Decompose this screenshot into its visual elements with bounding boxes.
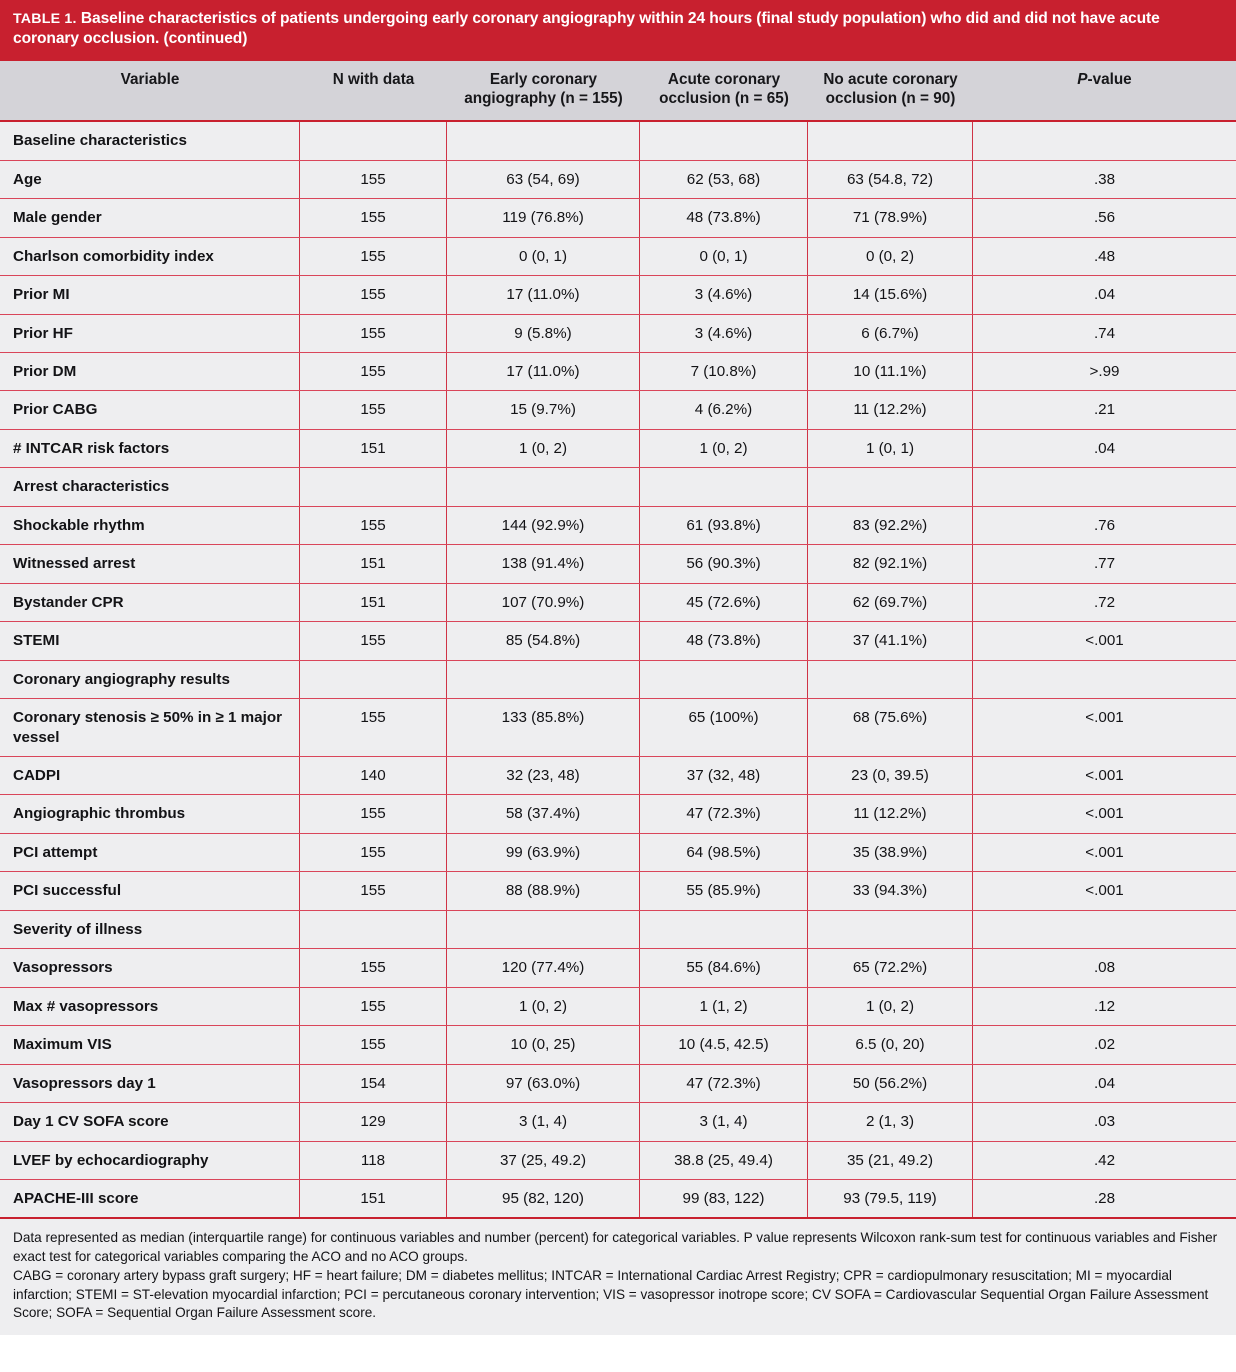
cell-no-acute-coronary-occlusion: 6 (6.7%): [808, 315, 973, 352]
column-header-variable: Variable: [120, 70, 180, 88]
footnote-line: CABG = coronary artery bypass graft surgery; HF = heart failure; DM = diabetes mellitus; INTCAR = International Cardiac Arrest Registry; CPR = cardiopulmonary resuscitation; MI = myocardial infarction; STEMI = ST-elevation myocardial infarction; PCI = percutaneous coronary intervention; VIS = vasopressor inotrope score; CV SOFA = Cardiovascular Sequential Organ Failure Assessment Score; SOFA = Sequential Organ Failure Assessment score.: [13, 1268, 1209, 1321]
cell-no-acute-coronary-occlusion: 82 (92.1%): [808, 545, 973, 582]
cell-n-with-data: 140: [300, 757, 447, 794]
cell-variable: Arrest characteristics: [0, 468, 300, 505]
cell-variable: STEMI: [0, 622, 300, 659]
table-row: [0, 430, 1236, 468]
table-row: [0, 276, 1236, 314]
cell-n-with-data: 151: [300, 584, 447, 621]
cell-no-acute-coronary-occlusion: 10 (11.1%): [808, 353, 973, 390]
cell-no-acute-coronary-occlusion: [808, 122, 973, 159]
cell-early-coronary-angiography: 1 (0, 2): [447, 430, 640, 467]
table-row: [0, 1142, 1236, 1180]
table-row: [0, 315, 1236, 353]
cell-early-coronary-angiography: 85 (54.8%): [447, 622, 640, 659]
cell-p-value: .04: [1093, 286, 1116, 304]
cell-n-with-data: 155: [300, 699, 447, 756]
cell-acute-coronary-occlusion: 56 (90.3%): [640, 545, 808, 582]
cell-p-value: .03: [1093, 1113, 1116, 1131]
table-row: [0, 507, 1236, 545]
cell-acute-coronary-occlusion: 7 (10.8%): [640, 353, 808, 390]
cell-no-acute-coronary-occlusion: 62 (69.7%): [808, 584, 973, 621]
cell-acute-coronary-occlusion: 38.8 (25, 49.4): [640, 1142, 808, 1179]
cell-acute-coronary-occlusion: 99 (83, 122): [640, 1180, 808, 1217]
column-header-acute-coronary-occlusion: Acute coronary occlusion (n = 65): [659, 70, 789, 108]
cell-acute-coronary-occlusion: 3 (1, 4): [640, 1103, 808, 1140]
cell-acute-coronary-occlusion: 47 (72.3%): [640, 1065, 808, 1102]
cell-early-coronary-angiography: 120 (77.4%): [447, 949, 640, 986]
cell-early-coronary-angiography: 138 (91.4%): [447, 545, 640, 582]
cell-early-coronary-angiography: 144 (92.9%): [447, 507, 640, 544]
cell-variable: Vasopressors day 1: [0, 1065, 300, 1102]
cell-no-acute-coronary-occlusion: 0 (0, 2): [808, 238, 973, 275]
cell-early-coronary-angiography: [447, 661, 640, 698]
cell-no-acute-coronary-occlusion: 65 (72.2%): [808, 949, 973, 986]
cell-n-with-data: 151: [300, 545, 447, 582]
cell-acute-coronary-occlusion: 48 (73.8%): [640, 199, 808, 236]
cell-variable: Maximum VIS: [0, 1026, 300, 1063]
cell-n-with-data: 118: [300, 1142, 447, 1179]
cell-n-with-data: 155: [300, 1026, 447, 1063]
cell-no-acute-coronary-occlusion: 63 (54.8, 72): [808, 161, 973, 198]
cell-no-acute-coronary-occlusion: 14 (15.6%): [808, 276, 973, 313]
cell-variable: Shockable rhythm: [0, 507, 300, 544]
cell-variable: Max # vasopressors: [0, 988, 300, 1025]
cell-p-value: .76: [1093, 516, 1116, 534]
cell-p-value: .08: [1093, 959, 1116, 977]
cell-p-value: .56: [1093, 209, 1116, 227]
cell-n-with-data: 154: [300, 1065, 447, 1102]
cell-early-coronary-angiography: 9 (5.8%): [447, 315, 640, 352]
table-row: [0, 238, 1236, 276]
cell-early-coronary-angiography: 107 (70.9%): [447, 584, 640, 621]
cell-n-with-data: 155: [300, 391, 447, 428]
cell-no-acute-coronary-occlusion: 35 (21, 49.2): [808, 1142, 973, 1179]
cell-early-coronary-angiography: 15 (9.7%): [447, 391, 640, 428]
cell-p-value: [973, 468, 1236, 505]
table-row: [0, 949, 1236, 987]
cell-no-acute-coronary-occlusion: 11 (12.2%): [808, 391, 973, 428]
cell-variable: Angiographic thrombus: [0, 795, 300, 832]
table-row: [0, 988, 1236, 1026]
cell-acute-coronary-occlusion: [640, 468, 808, 505]
table-title-bar: [0, 0, 1236, 61]
cell-early-coronary-angiography: 97 (63.0%): [447, 1065, 640, 1102]
cell-no-acute-coronary-occlusion: [808, 911, 973, 948]
cell-n-with-data: [300, 122, 447, 159]
cell-n-with-data: 155: [300, 795, 447, 832]
cell-n-with-data: 155: [300, 988, 447, 1025]
cell-n-with-data: 155: [300, 507, 447, 544]
cell-acute-coronary-occlusion: 64 (98.5%): [640, 834, 808, 871]
table-row: [0, 353, 1236, 391]
table-section-row: [0, 122, 1236, 160]
table-row: [0, 1180, 1236, 1219]
table-row: [0, 391, 1236, 429]
table-row: [0, 1065, 1236, 1103]
cell-early-coronary-angiography: 58 (37.4%): [447, 795, 640, 832]
p-value-suffix: -value: [1087, 70, 1132, 88]
cell-n-with-data: 155: [300, 315, 447, 352]
cell-acute-coronary-occlusion: [640, 661, 808, 698]
cell-p-value: .72: [1093, 593, 1116, 611]
cell-variable: LVEF by echocardiography: [0, 1142, 300, 1179]
cell-no-acute-coronary-occlusion: 68 (75.6%): [808, 699, 973, 756]
cell-n-with-data: [300, 468, 447, 505]
cell-p-value: <.001: [1085, 805, 1124, 823]
cell-p-value: <.001: [1085, 843, 1124, 861]
cell-p-value: .21: [1093, 401, 1116, 419]
p-value-italic-prefix: P: [1077, 70, 1088, 88]
cell-early-coronary-angiography: 63 (54, 69): [447, 161, 640, 198]
table-row: [0, 834, 1236, 872]
table-column-header-row: [0, 61, 1236, 123]
cell-no-acute-coronary-occlusion: 83 (92.2%): [808, 507, 973, 544]
table-row: [0, 1103, 1236, 1141]
cell-early-coronary-angiography: 119 (76.8%): [447, 199, 640, 236]
cell-early-coronary-angiography: 3 (1, 4): [447, 1103, 640, 1140]
cell-n-with-data: 151: [300, 430, 447, 467]
cell-p-value: .28: [1093, 1189, 1116, 1207]
column-header-n-with-data: N with data: [332, 70, 415, 88]
cell-variable: Bystander CPR: [0, 584, 300, 621]
cell-acute-coronary-occlusion: 1 (1, 2): [640, 988, 808, 1025]
cell-acute-coronary-occlusion: 3 (4.6%): [640, 315, 808, 352]
table-row: [0, 545, 1236, 583]
table-title-text: Baseline characteristics of patients undergoing early coronary angiography within 24 hours (final study population) who did and did not have acute coronary occlusion. (continued): [13, 10, 1160, 48]
cell-n-with-data: 155: [300, 276, 447, 313]
cell-early-coronary-angiography: 1 (0, 2): [447, 988, 640, 1025]
cell-acute-coronary-occlusion: 61 (93.8%): [640, 507, 808, 544]
cell-no-acute-coronary-occlusion: 35 (38.9%): [808, 834, 973, 871]
cell-variable: Severity of illness: [0, 911, 300, 948]
cell-variable: Prior DM: [0, 353, 300, 390]
cell-acute-coronary-occlusion: 48 (73.8%): [640, 622, 808, 659]
cell-acute-coronary-occlusion: 37 (32, 48): [640, 757, 808, 794]
cell-p-value: .77: [1093, 555, 1116, 573]
cell-acute-coronary-occlusion: 1 (0, 2): [640, 430, 808, 467]
table-body: [0, 122, 1236, 1219]
column-header-early-coronary-angiography: Early coronary angiography (n = 155): [464, 70, 623, 108]
cell-p-value: >.99: [1089, 363, 1120, 380]
cell-acute-coronary-occlusion: 65 (100%): [640, 699, 808, 756]
cell-variable: Age: [0, 161, 300, 198]
cell-no-acute-coronary-occlusion: 71 (78.9%): [808, 199, 973, 236]
cell-no-acute-coronary-occlusion: 11 (12.2%): [808, 795, 973, 832]
cell-p-value: <.001: [1085, 766, 1124, 784]
cell-p-value: .38: [1093, 170, 1116, 188]
column-header-p-value: [973, 61, 1236, 121]
cell-no-acute-coronary-occlusion: 93 (79.5, 119): [808, 1180, 973, 1217]
cell-acute-coronary-occlusion: 45 (72.6%): [640, 584, 808, 621]
cell-variable: PCI attempt: [0, 834, 300, 871]
cell-p-value: .02: [1093, 1036, 1116, 1054]
table-row: [0, 699, 1236, 757]
cell-no-acute-coronary-occlusion: [808, 661, 973, 698]
cell-acute-coronary-occlusion: 4 (6.2%): [640, 391, 808, 428]
cell-p-value: [973, 661, 1236, 698]
table-row: [0, 795, 1236, 833]
cell-no-acute-coronary-occlusion: 2 (1, 3): [808, 1103, 973, 1140]
cell-no-acute-coronary-occlusion: 6.5 (0, 20): [808, 1026, 973, 1063]
table-section-row: [0, 468, 1236, 506]
table-section-row: [0, 661, 1236, 699]
cell-no-acute-coronary-occlusion: [808, 468, 973, 505]
cell-n-with-data: 155: [300, 949, 447, 986]
cell-n-with-data: 155: [300, 161, 447, 198]
cell-no-acute-coronary-occlusion: 1 (0, 1): [808, 430, 973, 467]
cell-n-with-data: 155: [300, 238, 447, 275]
column-header-no-acute-coronary-occlusion: No acute coronary occlusion (n = 90): [823, 70, 958, 108]
cell-n-with-data: [300, 661, 447, 698]
cell-variable: Male gender: [0, 199, 300, 236]
cell-n-with-data: 129: [300, 1103, 447, 1140]
table-row: [0, 872, 1236, 910]
table-section-row: [0, 911, 1236, 949]
cell-p-value: <.001: [1085, 709, 1124, 727]
cell-early-coronary-angiography: [447, 911, 640, 948]
table-row: [0, 584, 1236, 622]
cell-variable: Coronary stenosis ≥ 50% in ≥ 1 major vessel: [0, 699, 300, 756]
cell-acute-coronary-occlusion: 55 (84.6%): [640, 949, 808, 986]
cell-no-acute-coronary-occlusion: 50 (56.2%): [808, 1065, 973, 1102]
cell-no-acute-coronary-occlusion: 37 (41.1%): [808, 622, 973, 659]
footnote-line: Data represented as median (interquartile range) for continuous variables and number (percent) for categorical variables. P value represents Wilcoxon rank-sum test for continuous variables and Fisher exact test for categorical variables comparing the ACO and no ACO groups.: [13, 1230, 1218, 1264]
cell-early-coronary-angiography: 133 (85.8%): [447, 699, 640, 756]
cell-early-coronary-angiography: 17 (11.0%): [447, 276, 640, 313]
cell-early-coronary-angiography: 37 (25, 49.2): [447, 1142, 640, 1179]
table-row: [0, 622, 1236, 660]
cell-acute-coronary-occlusion: 10 (4.5, 42.5): [640, 1026, 808, 1063]
cell-variable: CADPI: [0, 757, 300, 794]
cell-variable: Prior HF: [0, 315, 300, 352]
cell-n-with-data: 151: [300, 1180, 447, 1217]
cell-early-coronary-angiography: 0 (0, 1): [447, 238, 640, 275]
cell-acute-coronary-occlusion: 3 (4.6%): [640, 276, 808, 313]
cell-p-value: <.001: [1085, 882, 1124, 900]
cell-variable: # INTCAR risk factors: [0, 430, 300, 467]
cell-variable: PCI successful: [0, 872, 300, 909]
cell-variable: Coronary angiography results: [0, 661, 300, 698]
cell-early-coronary-angiography: 32 (23, 48): [447, 757, 640, 794]
cell-n-with-data: 155: [300, 353, 447, 390]
cell-variable: Baseline characteristics: [0, 122, 300, 159]
cell-p-value: .42: [1093, 1151, 1116, 1169]
cell-acute-coronary-occlusion: 0 (0, 1): [640, 238, 808, 275]
cell-p-value: .12: [1093, 997, 1116, 1015]
table-row: [0, 161, 1236, 199]
cell-variable: Prior MI: [0, 276, 300, 313]
cell-acute-coronary-occlusion: [640, 911, 808, 948]
cell-p-value: [973, 911, 1236, 948]
table-row: [0, 199, 1236, 237]
cell-acute-coronary-occlusion: 62 (53, 68): [640, 161, 808, 198]
cell-no-acute-coronary-occlusion: 33 (94.3%): [808, 872, 973, 909]
cell-n-with-data: 155: [300, 622, 447, 659]
cell-acute-coronary-occlusion: 47 (72.3%): [640, 795, 808, 832]
cell-p-value: [973, 122, 1236, 159]
cell-p-value: <.001: [1085, 632, 1124, 650]
cell-no-acute-coronary-occlusion: 23 (0, 39.5): [808, 757, 973, 794]
cell-n-with-data: 155: [300, 872, 447, 909]
cell-variable: APACHE-III score: [0, 1180, 300, 1217]
table-row: [0, 1026, 1236, 1064]
cell-early-coronary-angiography: 10 (0, 25): [447, 1026, 640, 1063]
cell-early-coronary-angiography: 99 (63.9%): [447, 834, 640, 871]
cell-p-value: .04: [1093, 1074, 1116, 1092]
table-footnote: [0, 1219, 1236, 1334]
cell-early-coronary-angiography: [447, 122, 640, 159]
cell-acute-coronary-occlusion: 55 (85.9%): [640, 872, 808, 909]
cell-n-with-data: 155: [300, 199, 447, 236]
cell-variable: Charlson comorbidity index: [0, 238, 300, 275]
cell-early-coronary-angiography: 17 (11.0%): [447, 353, 640, 390]
cell-p-value: .04: [1093, 439, 1116, 457]
table-row: [0, 757, 1236, 795]
cell-n-with-data: 155: [300, 834, 447, 871]
cell-p-value: .48: [1093, 247, 1116, 265]
cell-early-coronary-angiography: 88 (88.9%): [447, 872, 640, 909]
cell-early-coronary-angiography: 95 (82, 120): [447, 1180, 640, 1217]
cell-variable: Vasopressors: [0, 949, 300, 986]
cell-variable: Day 1 CV SOFA score: [0, 1103, 300, 1140]
cell-acute-coronary-occlusion: [640, 122, 808, 159]
cell-no-acute-coronary-occlusion: 1 (0, 2): [808, 988, 973, 1025]
cell-early-coronary-angiography: [447, 468, 640, 505]
table-number-label: TABLE 1.: [13, 11, 77, 27]
cell-n-with-data: [300, 911, 447, 948]
cell-variable: Prior CABG: [0, 391, 300, 428]
cell-variable: Witnessed arrest: [0, 545, 300, 582]
cell-p-value: .74: [1093, 324, 1116, 342]
